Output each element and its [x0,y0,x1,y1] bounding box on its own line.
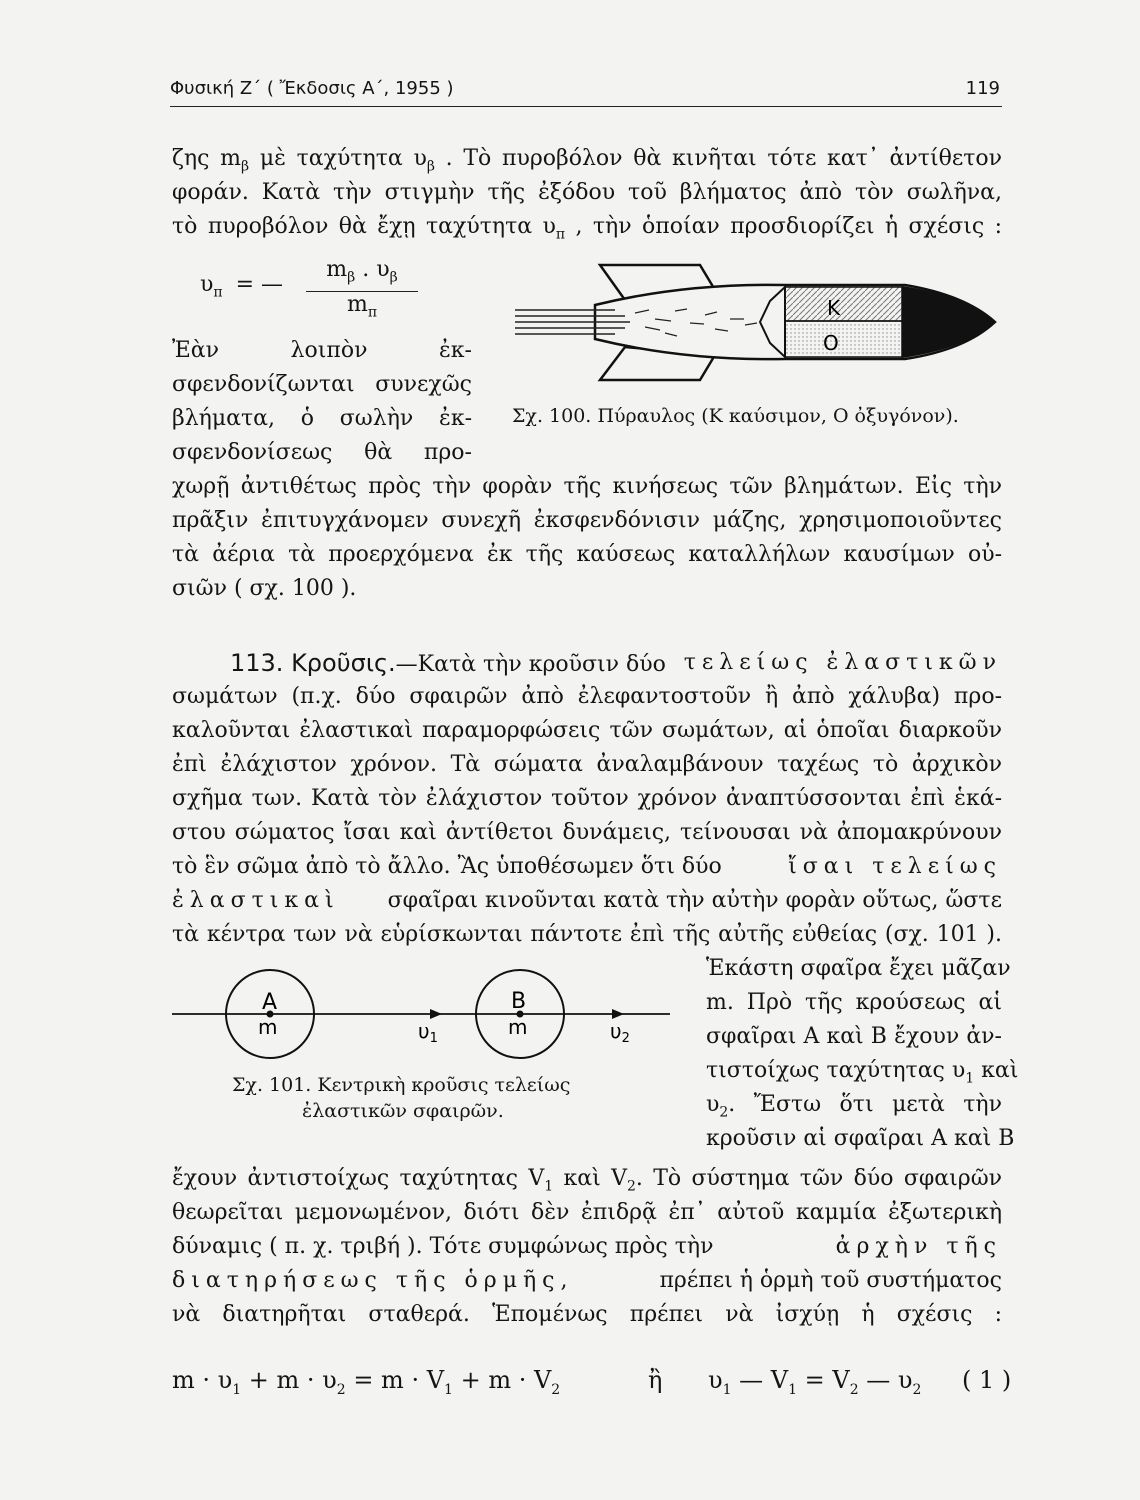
arrow-v1 [430,1009,442,1019]
arrow-v2 [612,1009,624,1019]
text-line: δύναμις ( π. χ. τριβή ). Τότε συμφώνως πρὸς τὴν ἀρχὴν τῆς [172,1234,1002,1259]
figure-100-caption: Σχ. 100. Πύραυλος (Κ καύσιμον, Ο ὀξυγόνον). [512,405,959,427]
formula-velocity-cannon: $\upsilon_\pi$ = — [200,272,284,301]
formula-denominator: $m_\pi$ [346,292,378,321]
text-line: τὰ κέντρα των νὰ εὑρίσκωνται πάντοτε ἐπὶ τῆς αὐτῆς εὐθείας (σχ. 101 ). [172,922,1002,947]
text-line: πρᾶξιν ἐπιτυγχάνομεν συνεχῆ ἐκσφενδόνισιν μάζης, χρησιμοποιοῦντες [172,508,1002,533]
spheres-figure [172,968,682,1068]
formula-momentum-conservation: $m \cdot \upsilon_1 + m \cdot \upsilon_2 = m \cdot V_1 + m \cdot V_2$ [172,1366,561,1398]
text-line: σιῶν ( σχ. 100 ). [172,576,357,601]
oxygen-tank [785,321,902,357]
text-line: σχῆμα των. Κατὰ τὸν ἐλάχιστον τοῦτον χρόνον ἀναπτύσσονται ἐπὶ ἑκά- [172,786,1002,811]
text-line: θεωρεῖται μεμονωμένον, διότι δὲν ἐπιδρᾷ ἐπ᾽ αὐτοῦ καμμία ἐξωτερικὴ [172,1200,1002,1225]
text-line: καλοῦνται ἐλαστικαὶ παραμορφώσεις τῶν σωμάτων, αἱ ὁποῖαι διαρκοῦν [172,718,1002,743]
formula-velocity-relation: $\upsilon_1$ — $V_1 = V_2$ — $\upsilon_2$ [708,1366,922,1398]
rocket-figure [505,255,1000,390]
text-line: ἐλαστικαὶ σφαῖραι κινοῦνται κατὰ τὴν αὐτὴν φορὰν οὕτως, ὥστε [172,888,1002,913]
v1-label: $\upsilon_1$ [418,1019,438,1046]
header-rule [170,106,1002,107]
rocket-nose [902,286,995,358]
text-line: σφαῖραι Α καὶ Β ἔχουν ἀν- [706,1024,1002,1049]
section-113-heading-line: 113. Κροῦσις.—Κατὰ τὴν κροῦσιν δύο τελείως ἐλαστικῶν [230,649,1002,677]
running-header [170,78,1000,99]
sphere-b-mass: m [508,1015,528,1039]
label-k: K [827,296,841,320]
text-line: $\upsilon_2$. Ἔστω ὅτι μετὰ τὴν [706,1092,1002,1121]
text-line: διατηρήσεως τῆς ὁρμῆς, πρέπει ἡ ὁρμὴ τοῦ συστήματος [172,1268,1002,1293]
figure-101-caption-line2: ἐλαστικῶν σφαιρῶν. [302,1100,504,1122]
text-line: βλήματα, ὁ σωλὴν ἐκ- [172,406,472,431]
text-line: Ἑκάστη σφαῖρα ἔχει μᾶζαν [706,956,1011,981]
text-line: τὸ ἓν σῶμα ἀπὸ τὸ ἄλλο. Ἂς ὑποθέσωμεν ὅτι δύο ἴσαι τελείως [172,854,1002,879]
header-title: Φυσική Ζ΄ ( Ἔκδοσις Α΄, 1955 ) [170,78,454,99]
text-line: στου σώματος ἴσαι καὶ ἀντίθετοι δυνάμεις, τείνουσαι νὰ ἀπομακρύνουν [172,820,1002,845]
sphere-a-mass: m [258,1015,278,1039]
text-line: ἔχουν ἀντιστοίχως ταχύτητας $V_1$ καὶ $V_2$. Τὸ σύστημα τῶν δύο σφαιρῶν [172,1166,1003,1195]
fuel-tank [785,287,902,321]
sphere-a-label: A [262,990,278,1015]
label-o: O [823,331,839,355]
text-line: κροῦσιν αἱ σφαῖραι Α καὶ Β [706,1126,1015,1151]
page-number: 119 [965,78,1000,99]
text-line: χωρῇ ἀντιθέτως πρὸς τὴν φορὰν τῆς κινήσεως τῶν βλημάτων. Εἰς τὴν [172,474,1002,499]
formula-numerator: $m_\beta$ . $\upsilon_\beta$ [306,256,418,292]
text-line: τιστοίχως ταχύτητας $\upsilon_1$ καὶ [706,1058,1019,1087]
text-line: ζης $m_\beta$ μὲ ταχύτητα $\upsilon_\beta$ . Τὸ πυροβόλον θὰ κινῆται τότε κατ᾽ ἀντίθετον [172,146,1003,175]
formula-or: ἢ [648,1366,663,1394]
text-line: σφενδονίζωνται συνεχῶς [172,372,472,397]
figure-101-caption-line1: Σχ. 101. Κεντρικὴ κροῦσις τελείως [232,1074,571,1096]
text-line: σφενδονίσεως θὰ προ- [172,440,472,465]
section-title: 113. Κροῦσις. [230,649,396,677]
text-line: τὸ πυροβόλον θὰ ἔχῃ ταχύτητα $\upsilon_\pi$ , τὴν ὁποίαν προσδιορίζει ἡ σχέσις : [172,214,1002,243]
text-line: σωμάτων (π.χ. δύο σφαιρῶν ἀπὸ ἐλεφαντοστοῦν ἢ ἀπὸ χάλυβα) προ- [172,684,1002,709]
text-line: m. Πρὸ τῆς κρούσεως αἱ [706,990,1002,1015]
equation-number: ( 1 ) [962,1366,1012,1394]
sphere-b-label: B [511,989,527,1014]
text-line: ἐπὶ ἐλάχιστον χρόνον. Τὰ σώματα ἀναλαμβάνουν ταχέως τὸ ἀρχικὸν [172,752,1002,777]
text-line: τὰ ἀέρια τὰ προερχόμενα ἐκ τῆς καύσεως καταλλήλων καυσίμων οὐ- [172,542,1002,567]
text-line: Ἐὰν λοιπὸν ἐκ- [172,338,472,363]
v2-label: $\upsilon_2$ [610,1019,630,1046]
text-line: νὰ διατηρῆται σταθερά. Ἑπομένως πρέπει νὰ ἰσχύῃ ἡ σχέσις : [172,1302,1002,1327]
text-line: φοράν. Κατὰ τὴν στιγμὴν τῆς ἐξόδου τοῦ βλήματος ἀπὸ τὸν σωλῆνα, [172,180,1002,205]
